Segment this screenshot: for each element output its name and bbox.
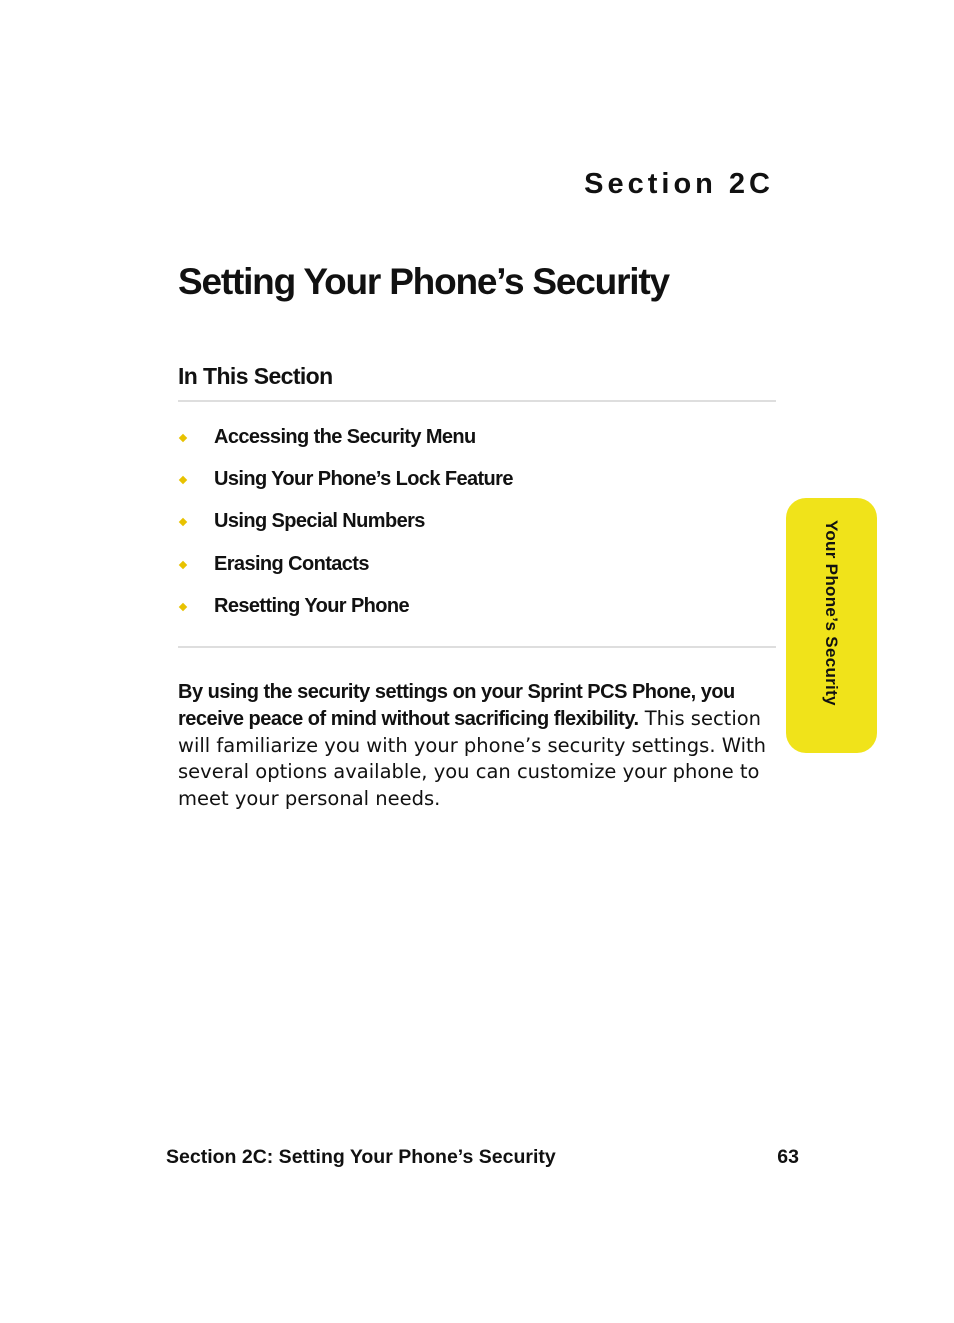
diamond-bullet-icon bbox=[179, 518, 187, 526]
in-this-section-heading: In This Section bbox=[178, 363, 333, 389]
side-tab-label: Your Phone’s Security bbox=[822, 520, 841, 706]
intro-paragraph bbox=[178, 679, 776, 813]
page-number: 63 bbox=[777, 1146, 799, 1168]
divider-bottom bbox=[178, 646, 776, 648]
list-item-label: Using Special Numbers bbox=[214, 510, 425, 533]
intro-body-text: This section will familiarize you with your phone’s security settings. With several options available, you can customize your phone to meet your personal needs. bbox=[178, 706, 766, 811]
diamond-bullet-icon bbox=[179, 476, 187, 484]
divider-top bbox=[178, 400, 776, 402]
list-item-label: Resetting Your Phone bbox=[214, 594, 410, 617]
list-item-label: Using Your Phone’s Lock Feature bbox=[214, 468, 513, 491]
diamond-bullet-icon bbox=[179, 560, 187, 568]
intro-lead-text: By using the security settings on your Sprint PCS Phone, you receive peace of mind without sacrificing flexibility. bbox=[178, 681, 735, 730]
list-item-label: Erasing Contacts bbox=[214, 552, 369, 575]
footer-running-title: Section 2C: Setting Your Phone’s Security bbox=[166, 1146, 556, 1168]
list-item-label: Accessing the Security Menu bbox=[214, 426, 476, 448]
chapter-side-tab bbox=[786, 498, 877, 753]
section-label: Section 2C bbox=[584, 168, 774, 200]
diamond-bullet-icon bbox=[179, 603, 187, 611]
diamond-bullet-icon bbox=[179, 434, 187, 442]
page-title: Setting Your Phone’s Security bbox=[178, 261, 669, 302]
